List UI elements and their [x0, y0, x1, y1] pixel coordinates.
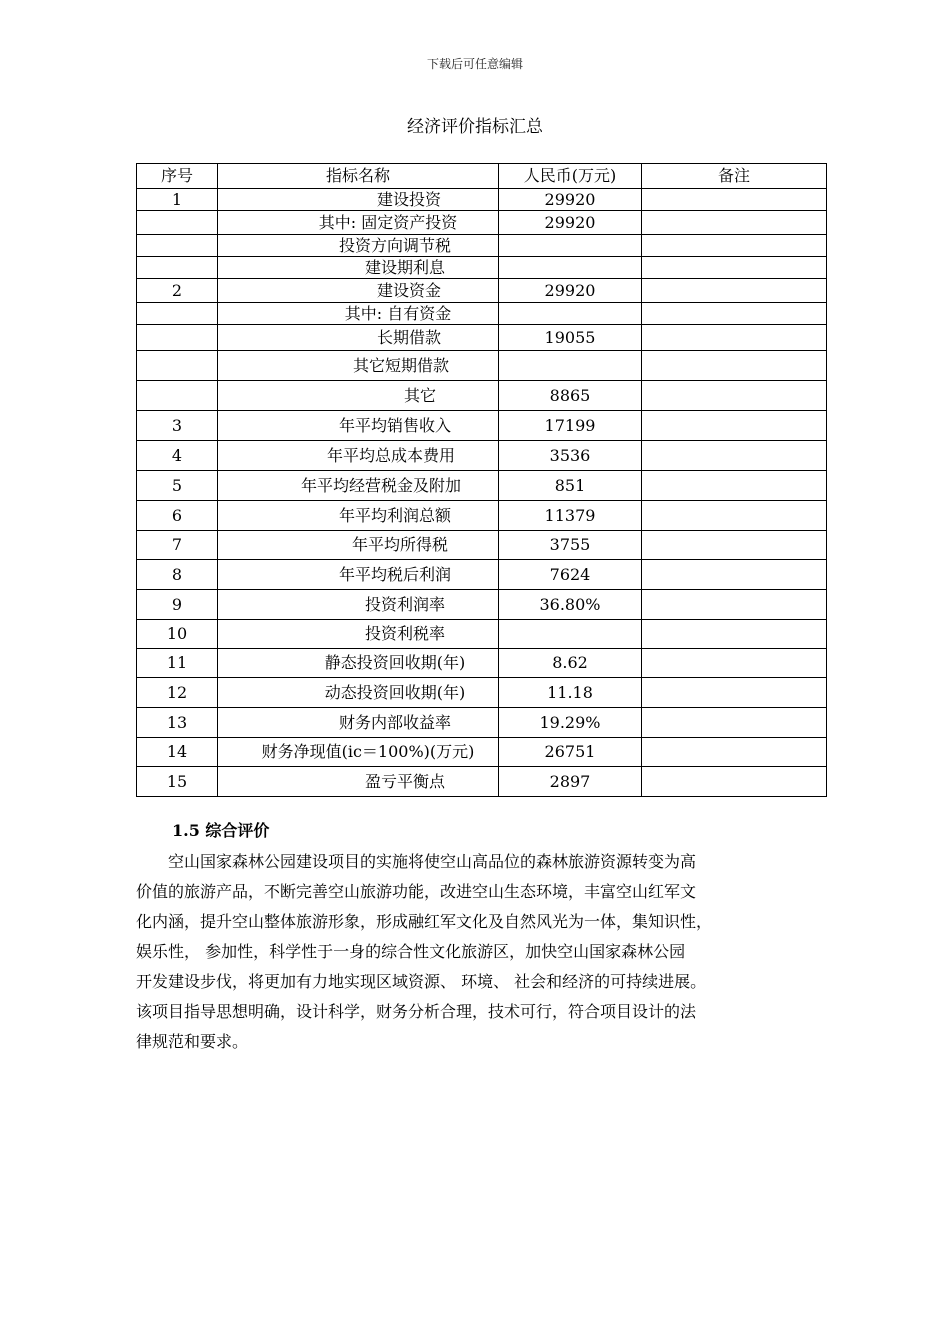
row-indicator-name [218, 471, 499, 501]
table-row [137, 441, 827, 471]
paragraph-line: 化内涵，提升空山整体旅游形象，形成融红军文化及自然风光为一体，集知识性， [136, 912, 713, 931]
row-indicator-name [218, 649, 499, 678]
row-value: 8.62 [499, 649, 642, 678]
row-value [499, 303, 642, 325]
row-value: 2897 [499, 767, 642, 797]
row-note [642, 620, 827, 649]
row-value: 17199 [499, 411, 642, 441]
table-row [137, 738, 827, 767]
row-note [642, 303, 827, 325]
row-no: 12 [137, 678, 218, 708]
paragraph-line: 娱乐性， 参加性，科学性于一身的综合性文化旅游区，加快空山国家森林公园 [136, 942, 686, 961]
row-value: 851 [499, 471, 642, 501]
row-note [642, 325, 827, 351]
row-value: 11379 [499, 501, 642, 531]
row-indicator-name [218, 279, 499, 303]
summary-paragraph [136, 847, 826, 1057]
indicator-name-text: 年平均税后利润 [338, 564, 451, 584]
table-header-row [137, 164, 827, 189]
paragraph-line: 开发建设步伐，将更加有力地实现区域资源、 环境、 社会和经济的可持续进展。 [136, 972, 707, 991]
row-indicator-name [218, 325, 499, 351]
row-value: 29920 [499, 189, 642, 211]
table-row [137, 257, 827, 279]
row-indicator-name [218, 381, 499, 411]
row-value: 19.29% [499, 708, 642, 738]
row-no: 6 [137, 501, 218, 531]
table-row [137, 279, 827, 303]
row-note [642, 738, 827, 767]
indicator-name-text: 投资利税率 [364, 624, 445, 643]
row-no: 15 [137, 767, 218, 797]
row-indicator-name [218, 303, 499, 325]
row-indicator-name [218, 678, 499, 708]
row-note [642, 381, 827, 411]
row-note [642, 411, 827, 441]
table-row [137, 501, 827, 531]
indicator-name-text: 其中: 自有资金 [344, 303, 452, 323]
header-note: 下载后可任意编辑 [426, 57, 523, 71]
row-no: 7 [137, 531, 218, 560]
row-value: 3755 [499, 531, 642, 560]
header-note: 备注 [642, 164, 827, 189]
indicator-name-text: 年平均销售收入 [338, 415, 451, 435]
table-row [137, 351, 827, 381]
indicator-name-text: 投资方向调节税 [338, 235, 451, 255]
row-no [137, 303, 218, 325]
row-no: 13 [137, 708, 218, 738]
row-note [642, 235, 827, 257]
row-value: 19055 [499, 325, 642, 351]
row-value: 29920 [499, 211, 642, 235]
table-row [137, 189, 827, 211]
indicator-name-text: 其中: 固定资产投资 [318, 212, 458, 232]
row-value [499, 351, 642, 381]
paragraph-line: 价值的旅游产品，不断完善空山旅游功能，改进空山生态环境，丰富空山红军文 [136, 882, 697, 901]
row-value [499, 620, 642, 649]
indicator-name-text: 年平均总成本费用 [326, 445, 455, 465]
row-indicator-name [218, 531, 499, 560]
row-note [642, 560, 827, 590]
row-value: 11.18 [499, 678, 642, 708]
indicator-name-text: 盈亏平衡点 [364, 771, 445, 791]
row-indicator-name [218, 738, 499, 767]
table-row [137, 590, 827, 620]
row-indicator-name [218, 257, 499, 279]
section-heading: 1.5 综合评价 [172, 821, 270, 840]
paragraph-line: 空山国家森林公园建设项目的实施将使空山高品位的森林旅游资源转变为高 [136, 852, 697, 871]
indicator-name-text: 建设投资 [376, 189, 441, 209]
row-note [642, 351, 827, 381]
indicator-name-text: 长期借款 [376, 327, 441, 347]
row-no [137, 257, 218, 279]
table-row [137, 411, 827, 441]
paragraph-line: 该项目指导思想明确，设计科学，财务分析合理，技术可行，符合项目设计的法 [136, 1002, 697, 1021]
indicator-name-text: 投资利润率 [364, 594, 445, 614]
indicator-name-text: 年平均所得税 [351, 535, 448, 554]
row-no: 9 [137, 590, 218, 620]
row-indicator-name [218, 620, 499, 649]
row-value: 26751 [499, 738, 642, 767]
row-no [137, 211, 218, 235]
indicator-name-text: 其它 [403, 385, 436, 405]
table-row [137, 235, 827, 257]
row-no: 4 [137, 441, 218, 471]
row-indicator-name [218, 211, 499, 235]
row-note [642, 441, 827, 471]
row-note [642, 279, 827, 303]
row-no: 8 [137, 560, 218, 590]
row-note [642, 678, 827, 708]
table-row [137, 325, 827, 351]
indicator-name-text: 静态投资回收期(年) [324, 653, 466, 672]
table-title: 经济评价指标汇总 [407, 117, 543, 137]
row-note [642, 649, 827, 678]
row-no [137, 351, 218, 381]
row-note [642, 257, 827, 279]
row-indicator-name [218, 351, 499, 381]
table-row [137, 560, 827, 590]
indicator-name-text: 年平均经营税金及附加 [300, 475, 461, 495]
row-indicator-name [218, 708, 499, 738]
row-note [642, 189, 827, 211]
row-note [642, 767, 827, 797]
row-no [137, 235, 218, 257]
table-row [137, 678, 827, 708]
row-no [137, 381, 218, 411]
row-no: 2 [137, 279, 218, 303]
indicator-name-text: 建设资金 [376, 280, 441, 300]
indicator-name-text: 财务净现值(ic＝100%)(万元) [261, 742, 475, 761]
table-row [137, 767, 827, 797]
row-no: 3 [137, 411, 218, 441]
row-note [642, 501, 827, 531]
row-note [642, 531, 827, 560]
row-no [137, 325, 218, 351]
row-indicator-name [218, 501, 499, 531]
row-indicator-name [218, 767, 499, 797]
indicator-name-text: 财务内部收益率 [338, 712, 451, 732]
row-no: 14 [137, 738, 218, 767]
table-row [137, 531, 827, 560]
row-no: 1 [137, 189, 218, 211]
row-indicator-name [218, 441, 499, 471]
row-value: 7624 [499, 560, 642, 590]
table-row [137, 620, 827, 649]
indicator-name-text: 其它短期借款 [352, 355, 449, 375]
row-indicator-name [218, 590, 499, 620]
row-value [499, 235, 642, 257]
row-note [642, 590, 827, 620]
row-value: 8865 [499, 381, 642, 411]
header-name: 指标名称 [218, 164, 499, 189]
row-value: 36.80% [499, 590, 642, 620]
indicator-name-text: 动态投资回收期(年) [324, 682, 466, 702]
indicator-name-text: 建设期利息 [364, 257, 445, 277]
table-row [137, 708, 827, 738]
table-row [137, 211, 827, 235]
row-no: 11 [137, 649, 218, 678]
row-note [642, 708, 827, 738]
paragraph-line: 律规范和要求。 [136, 1032, 249, 1051]
table-row [137, 381, 827, 411]
table-row [137, 303, 827, 325]
row-value: 3536 [499, 441, 642, 471]
row-value: 29920 [499, 279, 642, 303]
row-no: 10 [137, 620, 218, 649]
table-row [137, 649, 827, 678]
row-indicator-name [218, 560, 499, 590]
economic-evaluation-table [136, 163, 827, 797]
row-note [642, 211, 827, 235]
row-no: 5 [137, 471, 218, 501]
header-no: 序号 [137, 164, 218, 189]
row-indicator-name [218, 189, 499, 211]
row-indicator-name [218, 235, 499, 257]
indicator-name-text: 年平均利润总额 [338, 505, 451, 525]
row-value [499, 257, 642, 279]
row-indicator-name [218, 411, 499, 441]
row-note [642, 471, 827, 501]
table-row [137, 471, 827, 501]
header-value: 人民币(万元) [499, 164, 642, 189]
